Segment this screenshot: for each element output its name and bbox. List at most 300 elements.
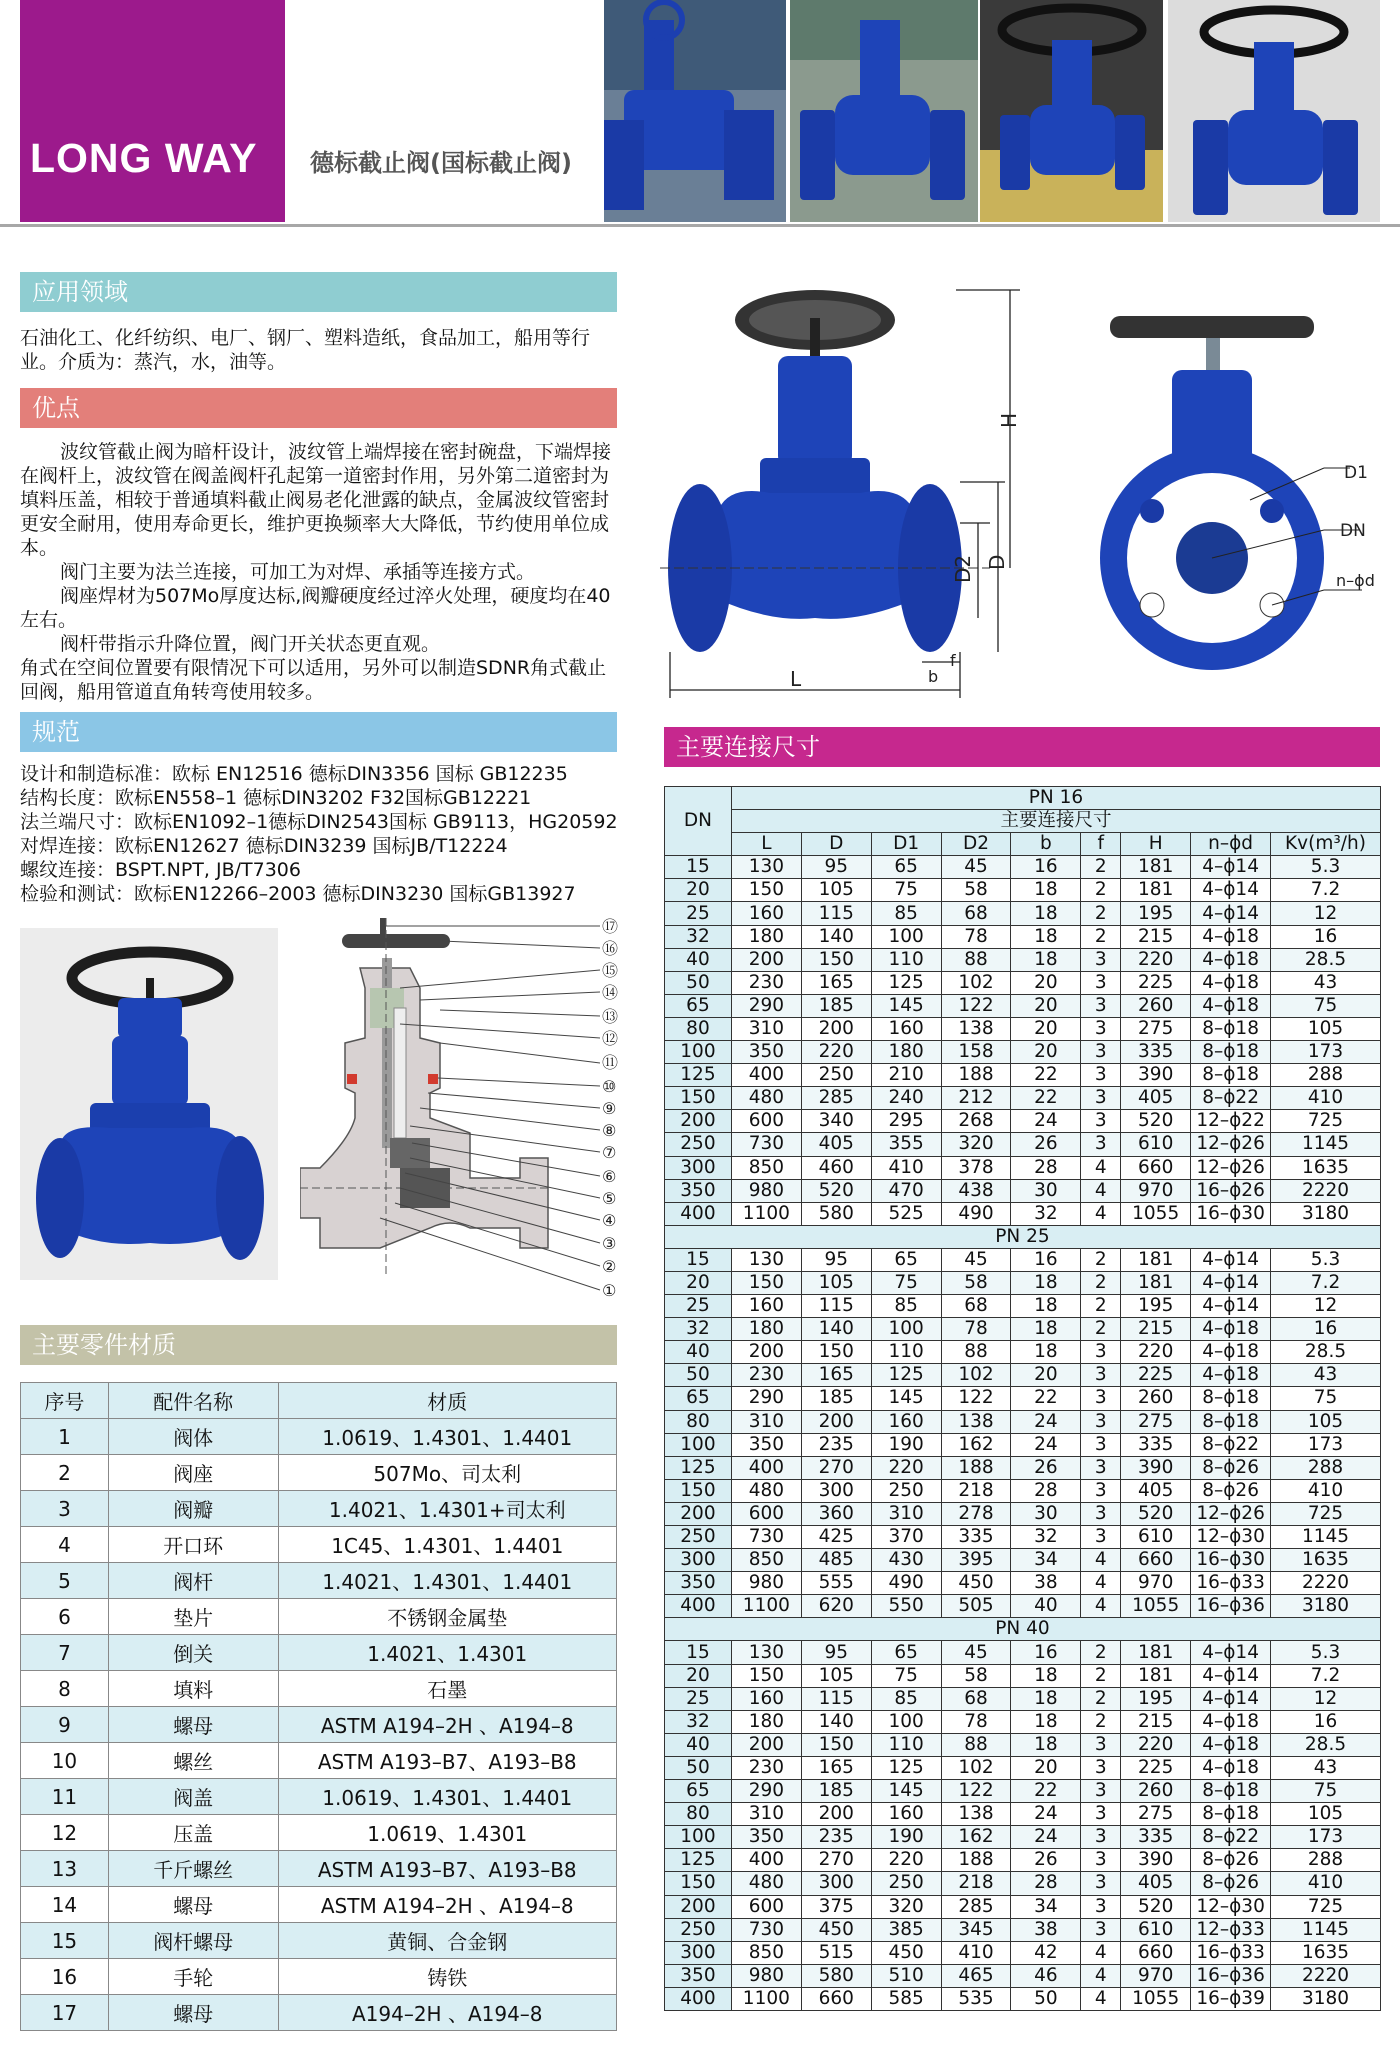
materials-cell: 4	[21, 1527, 109, 1563]
flange-end-drawing	[1100, 300, 1380, 680]
column-header: D	[801, 833, 871, 856]
table-cell: 105	[1271, 1017, 1381, 1040]
table-cell: 268	[941, 1110, 1011, 1133]
table-cell: 105	[801, 879, 871, 902]
valve-product-photo	[20, 928, 278, 1280]
table-cell: 12–ϕ30	[1191, 1526, 1271, 1549]
table-cell: 4–ϕ18	[1191, 1710, 1271, 1733]
table-cell: 42	[1011, 1941, 1081, 1964]
materials-cell: A194–2H 、A194–8	[278, 1995, 616, 2031]
table-cell: 400	[731, 1849, 801, 1872]
table-cell: 220	[871, 1849, 941, 1872]
table-cell: 350	[665, 1964, 732, 1987]
table-cell: 375	[801, 1895, 871, 1918]
table-cell: 295	[871, 1110, 941, 1133]
callout-5: ⑤	[602, 1189, 617, 1208]
table-cell: 28.5	[1271, 948, 1381, 971]
materials-row	[21, 1959, 617, 1995]
materials-row	[21, 1455, 617, 1491]
table-cell: 34	[1011, 1549, 1081, 1572]
table-cell: 65	[665, 994, 732, 1017]
materials-cell: 14	[21, 1887, 109, 1923]
table-row	[665, 1987, 1381, 2010]
table-cell: 3180	[1271, 1595, 1381, 1618]
materials-cell: ASTM A193–B7、A193–B8	[278, 1851, 616, 1887]
table-cell: 181	[1121, 1271, 1191, 1294]
table-cell: 405	[1121, 1872, 1191, 1895]
table-cell: 520	[1121, 1502, 1191, 1525]
table-cell: 725	[1271, 1895, 1381, 1918]
table-cell: 150	[801, 1733, 871, 1756]
materials-cell: 10	[21, 1743, 109, 1779]
materials-cell: ASTM A194–2H 、A194–8	[278, 1887, 616, 1923]
materials-cell: 2	[21, 1455, 109, 1491]
table-cell: 1055	[1121, 1987, 1191, 2010]
table-cell: 275	[1121, 1410, 1191, 1433]
table-cell: 600	[731, 1110, 801, 1133]
table-cell: 7.2	[1271, 1271, 1381, 1294]
materials-row	[21, 1923, 617, 1959]
table-cell: 28.5	[1271, 1341, 1381, 1364]
table-cell: 610	[1121, 1918, 1191, 1941]
table-cell: 1635	[1271, 1156, 1381, 1179]
table-cell: 122	[941, 1387, 1011, 1410]
table-cell: 88	[941, 1733, 1011, 1756]
table-cell: 300	[801, 1872, 871, 1895]
table-cell: 85	[871, 902, 941, 925]
table-cell: 580	[801, 1202, 871, 1225]
table-cell: 181	[1121, 1641, 1191, 1664]
table-cell: 3	[1081, 1456, 1121, 1479]
table-cell: 15	[665, 1641, 732, 1664]
table-row	[665, 1756, 1381, 1779]
table-cell: 288	[1271, 1849, 1381, 1872]
table-cell: 300	[665, 1549, 732, 1572]
materials-cell: 6	[21, 1599, 109, 1635]
table-cell: 3	[1081, 1341, 1121, 1364]
table-cell: 510	[871, 1964, 941, 1987]
table-cell: 150	[801, 1341, 871, 1364]
table-cell: 46	[1011, 1964, 1081, 1987]
table-cell: 12–ϕ30	[1191, 1895, 1271, 1918]
standard-line: 设计和制造标准：欧标 EN12516 德标DIN3356 国标 GB12235	[20, 763, 568, 785]
table-cell: 125	[665, 1064, 732, 1087]
table-cell: 180	[731, 925, 801, 948]
table-row	[665, 994, 1381, 1017]
materials-cell: 1C45、1.4301、1.4401	[278, 1527, 616, 1563]
table-row	[665, 1780, 1381, 1803]
table-cell: 20	[1011, 1017, 1081, 1040]
brand-block	[20, 0, 285, 222]
table-cell: 278	[941, 1502, 1011, 1525]
table-cell: 225	[1121, 1364, 1191, 1387]
table-cell: 240	[871, 1087, 941, 1110]
table-cell: 980	[731, 1179, 801, 1202]
table-cell: 340	[801, 1110, 871, 1133]
table-cell: 160	[731, 1295, 801, 1318]
table-cell: 410	[1271, 1872, 1381, 1895]
table-cell: 122	[941, 994, 1011, 1017]
table-cell: 4–ϕ14	[1191, 1641, 1271, 1664]
table-cell: 75	[1271, 1780, 1381, 1803]
table-cell: 16–ϕ39	[1191, 1987, 1271, 2010]
table-cell: 20	[665, 879, 732, 902]
table-cell: 18	[1011, 1341, 1081, 1364]
table-cell: 138	[941, 1017, 1011, 1040]
materials-cell: 黄铜、合金钢	[278, 1923, 616, 1959]
table-cell: 26	[1011, 1456, 1081, 1479]
table-cell: 75	[1271, 1387, 1381, 1410]
table-cell: 450	[871, 1941, 941, 1964]
callout-11: ⑪	[602, 1053, 619, 1072]
table-cell: 250	[871, 1872, 941, 1895]
table-cell: 181	[1121, 1664, 1191, 1687]
table-cell: 18	[1011, 948, 1081, 971]
table-cell: 8–ϕ26	[1191, 1456, 1271, 1479]
table-cell: 195	[1121, 1295, 1191, 1318]
table-cell: 195	[1121, 1687, 1191, 1710]
table-cell: 730	[731, 1133, 801, 1156]
table-cell: 58	[941, 879, 1011, 902]
table-cell: 660	[1121, 1156, 1191, 1179]
table-cell: 3	[1081, 1133, 1121, 1156]
table-cell: 400	[665, 1595, 732, 1618]
table-cell: 288	[1271, 1064, 1381, 1087]
table-cell: 8–ϕ22	[1191, 1826, 1271, 1849]
table-cell: 4–ϕ18	[1191, 971, 1271, 994]
table-cell: 26	[1011, 1133, 1081, 1156]
table-cell: 3	[1081, 1872, 1121, 1895]
pn-header-row	[665, 787, 1381, 810]
table-cell: 16–ϕ36	[1191, 1595, 1271, 1618]
table-cell: 3	[1081, 948, 1121, 971]
table-cell: 4–ϕ18	[1191, 1756, 1271, 1779]
table-cell: 730	[731, 1526, 801, 1549]
materials-cell: 507Mo、司太利	[278, 1455, 616, 1491]
brand-logo-text: LONG WAY	[30, 135, 258, 181]
table-cell: 200	[731, 1341, 801, 1364]
table-cell: 200	[731, 1733, 801, 1756]
table-cell: 2	[1081, 1664, 1121, 1687]
materials-header-cell: 材质	[278, 1383, 616, 1419]
table-cell: 610	[1121, 1526, 1191, 1549]
section-title-advantages: 优点	[20, 388, 617, 428]
table-cell: 32	[665, 1318, 732, 1341]
table-row	[665, 879, 1381, 902]
table-cell: 2	[1081, 902, 1121, 925]
table-cell: 18	[1011, 1687, 1081, 1710]
column-header: b	[1011, 833, 1081, 856]
table-cell: 20	[1011, 1756, 1081, 1779]
table-row	[665, 1733, 1381, 1756]
table-cell: 5.3	[1271, 1641, 1381, 1664]
table-cell: 20	[1011, 1364, 1081, 1387]
table-cell: 1055	[1121, 1202, 1191, 1225]
table-cell: 4–ϕ18	[1191, 925, 1271, 948]
table-cell: 40	[665, 1733, 732, 1756]
materials-cell: 倒关	[108, 1635, 278, 1671]
table-cell: 1100	[731, 1202, 801, 1225]
table-cell: 150	[731, 879, 801, 902]
table-cell: 212	[941, 1087, 1011, 1110]
table-cell: 65	[871, 1641, 941, 1664]
table-cell: 2	[1081, 925, 1121, 948]
table-cell: 150	[665, 1872, 732, 1895]
table-cell: 16	[1011, 1641, 1081, 1664]
table-cell: 3	[1081, 1502, 1121, 1525]
table-cell: 8–ϕ26	[1191, 1849, 1271, 1872]
table-cell: 385	[871, 1918, 941, 1941]
table-cell: 16	[1011, 856, 1081, 879]
table-cell: 850	[731, 1549, 801, 1572]
table-cell: 220	[801, 1041, 871, 1064]
table-cell: 1100	[731, 1987, 801, 2010]
table-row	[665, 1803, 1381, 1826]
table-row	[665, 1433, 1381, 1456]
section-title-dimensions: 主要连接尺寸	[664, 727, 1380, 767]
table-cell: 12–ϕ26	[1191, 1502, 1271, 1525]
table-row	[665, 1110, 1381, 1133]
table-cell: 160	[871, 1017, 941, 1040]
table-cell: 185	[801, 994, 871, 1017]
table-row	[665, 1318, 1381, 1341]
column-header: L	[731, 833, 801, 856]
table-row	[665, 1156, 1381, 1179]
table-cell: 3	[1081, 1017, 1121, 1040]
table-cell: 185	[801, 1387, 871, 1410]
callout-15: ⑮	[602, 961, 619, 980]
product-photo-4	[1168, 0, 1380, 222]
table-cell: 3	[1081, 1895, 1121, 1918]
table-cell: 102	[941, 1756, 1011, 1779]
table-cell: 65	[871, 856, 941, 879]
materials-row	[21, 1527, 617, 1563]
table-cell: 4	[1081, 1964, 1121, 1987]
table-cell: 2220	[1271, 1179, 1381, 1202]
table-cell: 181	[1121, 856, 1191, 879]
table-row	[665, 856, 1381, 879]
table-cell: 145	[871, 1387, 941, 1410]
table-cell: 600	[731, 1895, 801, 1918]
table-cell: 150	[731, 1664, 801, 1687]
table-cell: 225	[1121, 971, 1191, 994]
section-title-materials: 主要零件材质	[20, 1325, 617, 1365]
table-cell: 310	[731, 1410, 801, 1433]
table-row	[665, 1872, 1381, 1895]
table-cell: 480	[731, 1872, 801, 1895]
table-row	[665, 1271, 1381, 1294]
standard-line: 螺纹连接：BSPT.NPT, JB/T7306	[20, 859, 301, 881]
table-cell: 320	[871, 1895, 941, 1918]
table-cell: 125	[871, 1756, 941, 1779]
table-cell: 3	[1081, 1826, 1121, 1849]
table-cell: 405	[1121, 1087, 1191, 1110]
table-cell: 4	[1081, 1179, 1121, 1202]
table-cell: 22	[1011, 1087, 1081, 1110]
table-cell: 16–ϕ26	[1191, 1179, 1271, 1202]
callout-6: ⑥	[602, 1167, 617, 1186]
table-cell: 300	[665, 1941, 732, 1964]
table-cell: 80	[665, 1410, 732, 1433]
table-cell: 600	[731, 1502, 801, 1525]
table-row	[665, 1456, 1381, 1479]
table-cell: 162	[941, 1826, 1011, 1849]
table-cell: 450	[801, 1918, 871, 1941]
table-cell: 85	[871, 1687, 941, 1710]
valve-dimension-drawing	[660, 278, 1080, 708]
callout-10: ⑩	[602, 1077, 617, 1096]
table-cell: 16	[1271, 1710, 1381, 1733]
materials-cell: 填料	[108, 1671, 278, 1707]
table-cell: 4	[1081, 1156, 1121, 1179]
table-cell: 110	[871, 1733, 941, 1756]
table-row	[665, 1664, 1381, 1687]
table-cell: 16–ϕ30	[1191, 1202, 1271, 1225]
table-cell: 320	[941, 1133, 1011, 1156]
materials-cell: 15	[21, 1923, 109, 1959]
valve-section-drawing	[300, 918, 630, 1310]
table-cell: 230	[731, 1756, 801, 1779]
callout-4: ④	[602, 1211, 617, 1230]
table-cell: 200	[665, 1502, 732, 1525]
table-cell: 18	[1011, 1664, 1081, 1687]
pn-header-row	[665, 1618, 1381, 1641]
table-cell: 1635	[1271, 1941, 1381, 1964]
table-row	[665, 1295, 1381, 1318]
pn-label: PN 16	[731, 787, 1380, 810]
table-cell: 505	[941, 1595, 1011, 1618]
callout-2: ②	[602, 1257, 617, 1276]
table-cell: 4	[1081, 1572, 1121, 1595]
table-cell: 250	[871, 1479, 941, 1502]
table-cell: 250	[665, 1526, 732, 1549]
table-cell: 520	[1121, 1110, 1191, 1133]
table-cell: 18	[1011, 1295, 1081, 1318]
table-cell: 200	[801, 1803, 871, 1826]
materials-row	[21, 1563, 617, 1599]
table-cell: 18	[1011, 902, 1081, 925]
table-row	[665, 1248, 1381, 1271]
table-cell: 125	[871, 1364, 941, 1387]
table-cell: 360	[801, 1502, 871, 1525]
standard-line: 检验和测试：欧标EN12266–2003 德标DIN3230 国标GB13927	[20, 883, 576, 905]
table-cell: 200	[801, 1410, 871, 1433]
table-cell: 3	[1081, 1803, 1121, 1826]
table-cell: 34	[1011, 1895, 1081, 1918]
column-header: n–ϕd	[1191, 833, 1271, 856]
materials-cell: 垫片	[108, 1599, 278, 1635]
table-cell: 200	[665, 1110, 732, 1133]
table-cell: 285	[941, 1895, 1011, 1918]
table-cell: 465	[941, 1964, 1011, 1987]
table-cell: 145	[871, 994, 941, 1017]
table-cell: 335	[1121, 1433, 1191, 1456]
table-cell: 28	[1011, 1156, 1081, 1179]
table-cell: 95	[801, 856, 871, 879]
table-cell: 410	[1271, 1087, 1381, 1110]
table-row	[665, 1849, 1381, 1872]
table-cell: 85	[871, 1295, 941, 1318]
subtitle-row	[665, 810, 1381, 833]
table-cell: 18	[1011, 879, 1081, 902]
table-cell: 4–ϕ14	[1191, 856, 1271, 879]
table-cell: 3	[1081, 1780, 1121, 1803]
table-row	[665, 1595, 1381, 1618]
table-cell: 7.2	[1271, 1664, 1381, 1687]
table-cell: 970	[1121, 1572, 1191, 1595]
table-row	[665, 1572, 1381, 1595]
table-cell: 88	[941, 1341, 1011, 1364]
table-cell: 50	[665, 1364, 732, 1387]
table-cell: 275	[1121, 1803, 1191, 1826]
table-cell: 78	[941, 925, 1011, 948]
table-cell: 100	[871, 1318, 941, 1341]
table-cell: 345	[941, 1918, 1011, 1941]
table-cell: 32	[665, 925, 732, 948]
callout-7: ⑦	[602, 1143, 617, 1162]
column-header: Kv(m³/h)	[1271, 833, 1381, 856]
table-cell: 335	[1121, 1041, 1191, 1064]
table-cell: 660	[1121, 1941, 1191, 1964]
table-row	[665, 1364, 1381, 1387]
table-cell: 260	[1121, 1387, 1191, 1410]
table-cell: 235	[801, 1826, 871, 1849]
table-cell: 250	[665, 1133, 732, 1156]
table-cell: 218	[941, 1479, 1011, 1502]
column-header: f	[1081, 833, 1121, 856]
table-cell: 150	[665, 1087, 732, 1110]
table-cell: 38	[1011, 1918, 1081, 1941]
standard-line: 结构长度：欧标EN558–1 德标DIN3202 F32国标GB12221	[20, 787, 532, 809]
table-cell: 8–ϕ26	[1191, 1479, 1271, 1502]
table-cell: 110	[871, 1341, 941, 1364]
table-cell: 3	[1081, 1110, 1121, 1133]
table-cell: 18	[1011, 925, 1081, 948]
label-n-phi-d: n–ϕd	[1336, 571, 1375, 590]
table-cell: 980	[731, 1964, 801, 1987]
table-cell: 105	[1271, 1803, 1381, 1826]
table-cell: 24	[1011, 1803, 1081, 1826]
table-cell: 725	[1271, 1502, 1381, 1525]
table-cell: 65	[665, 1780, 732, 1803]
table-cell: 105	[801, 1271, 871, 1294]
materials-cell: 压盖	[108, 1815, 278, 1851]
table-cell: 2	[1081, 1641, 1121, 1664]
table-cell: 4–ϕ18	[1191, 1318, 1271, 1341]
advantage-paragraph: 阀门主要为法兰连接，可加工为对焊、承插等连接方式。	[60, 561, 536, 583]
table-cell: 1145	[1271, 1918, 1381, 1941]
table-row	[665, 1964, 1381, 1987]
label-D1: D1	[1344, 463, 1368, 483]
table-cell: 24	[1011, 1826, 1081, 1849]
materials-cell: 手轮	[108, 1959, 278, 1995]
advantage-paragraph: 阀座焊材为507Mo厚度达标,阀瓣硬度经过淬火处理，硬度均在40左右。	[20, 585, 611, 631]
table-cell: 2	[1081, 879, 1121, 902]
table-cell: 535	[941, 1987, 1011, 2010]
table-cell: 235	[801, 1433, 871, 1456]
dim-label-b: b	[928, 667, 939, 686]
table-cell: 18	[1011, 1271, 1081, 1294]
table-cell: 18	[1011, 1733, 1081, 1756]
table-cell: 370	[871, 1526, 941, 1549]
materials-header-cell: 序号	[21, 1383, 109, 1419]
table-cell: 850	[731, 1941, 801, 1964]
table-cell: 140	[801, 1710, 871, 1733]
table-cell: 490	[871, 1572, 941, 1595]
table-cell: 160	[871, 1410, 941, 1433]
table-cell: 122	[941, 1780, 1011, 1803]
materials-cell: 螺母	[108, 1707, 278, 1743]
